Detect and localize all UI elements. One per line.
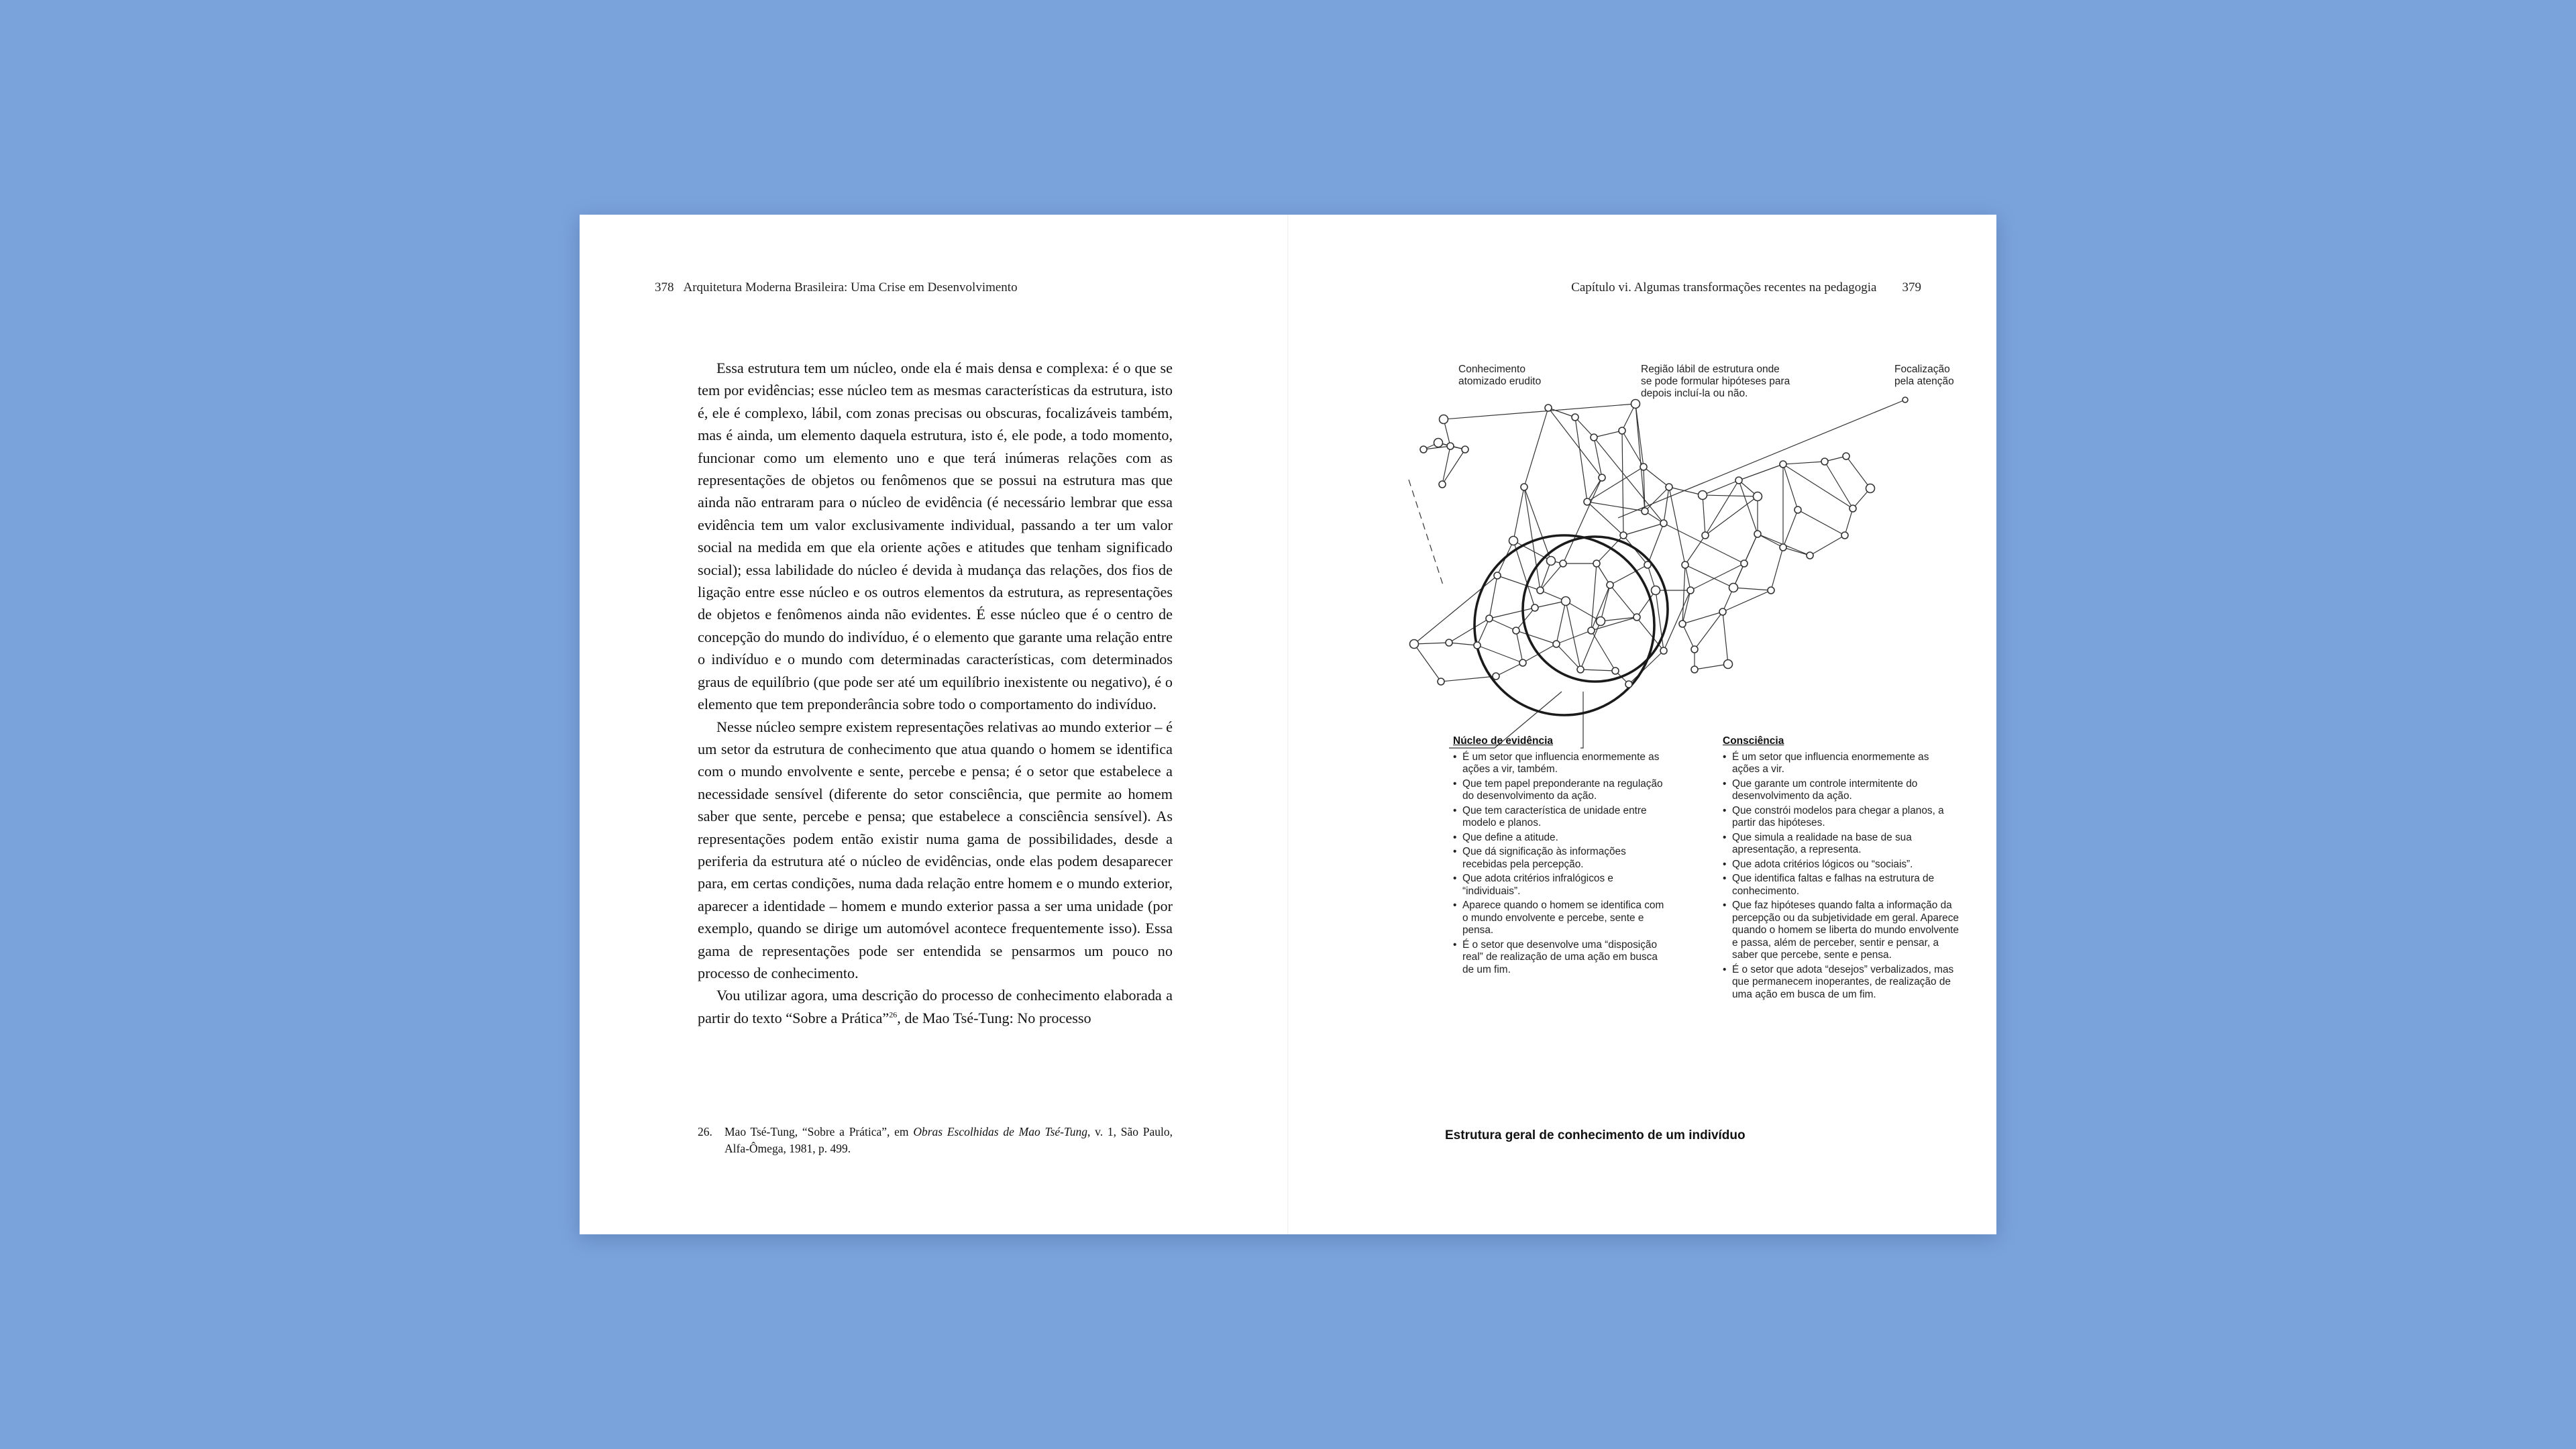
network-node [1438,678,1444,685]
nucleo-evidencia-list [1453,735,1666,978]
network-edge [1635,404,1645,511]
network-edge [1685,535,1705,565]
network-edge [1449,619,1489,643]
book-spread [580,215,1996,1234]
network-edge [1444,404,1635,419]
figure-caption: Estrutura geral de conhecimento de um indivíduo [1445,1128,1746,1142]
network-node [1593,560,1600,567]
network-node [1794,506,1801,513]
network-edge [1783,464,1853,508]
network-edge [1516,631,1523,663]
network-edge [1664,523,1744,564]
network-edge [1783,462,1825,464]
network-node [1513,627,1519,634]
right-page [1288,215,1996,1234]
paragraph-3 [698,984,1173,1029]
label-focalizacao: Focalização pela atenção [1894,364,1954,387]
network-node [1420,446,1427,453]
network-edge [1682,624,1695,649]
network-node [1642,508,1648,515]
network-edge [1771,547,1783,590]
network-node [1591,434,1597,441]
network-edge [1441,676,1496,682]
network-edge [1594,431,1622,437]
network-node [1572,414,1578,421]
network-edge [1723,590,1771,612]
nucleo-item: • Que define a atitude. [1453,832,1666,845]
nucleo-item: • Que dá significação às informações recebidas pela percepção. [1453,846,1666,871]
footnote-text [724,1124,1173,1157]
left-page-number: 378 [655,280,674,294]
network-node [1462,446,1468,453]
network-edge [1648,523,1664,565]
network-node [1849,505,1856,512]
network-node [1644,561,1651,568]
footnote-number: 26. [698,1125,712,1138]
network-edge [1623,523,1664,535]
network-edge [1846,456,1870,488]
network-node [1509,537,1518,545]
network-node [1780,461,1786,468]
network-node [1679,621,1686,627]
network-node [1532,604,1538,611]
network-node [1612,667,1619,674]
network-node [1439,481,1446,488]
network-edge [1587,478,1602,502]
network-edge [1783,464,1798,510]
network-node [1666,484,1672,490]
left-body-text [698,357,1173,1029]
network-node [1474,642,1481,649]
consciencia-item: • Que identifica faltas e falhas na estrutura de conhecimento. [1723,873,1959,898]
network-node [1719,608,1726,615]
network-node [1735,477,1742,484]
left-page [580,215,1288,1234]
consciencia-title: Consciência [1723,735,1784,747]
consciencia-item: • Que simula a realidade na base de sua apresentação, a representa. [1723,832,1959,857]
label-pointers [1409,480,1583,748]
network-node [1754,531,1761,537]
network-node [1687,587,1694,594]
paragraph-2: Nesse núcleo sempre existem representações relativas ao mundo exterior – é um setor da estrutura de conhecimento que atua quando o homem se identifica com o mundo envolvente e sente, percebe e pensa; é o setor que estabelece a necessidade sensível (diferente do setor consciência, que permite ao homem saber que sente, percebe e pensa; que estabelece a consciência sensível). As representações podem então existir numa gama de possibilidades, desde a periferia da estrutura até o núcleo de evidências, onde elas podem desaparecer para, em certas condições, numa dada relação entre homem e o mundo exterior, aparecer a identidade – homem e mundo exterior passa a ser uma unidade (por exemplo, quando se dirige um automóvel acontece frequentemente isso). Essa gama de representações pode ser entendida se pensarmos um pouco no processo de conhecimento. [698,718,1173,981]
nucleo-item: • Que tem característica de unidade entre modelo e planos. [1453,805,1666,830]
network-edge [1629,651,1664,684]
network-edge [1739,464,1783,480]
network-node [1682,561,1688,568]
network-node [1807,552,1813,559]
network-edge [1477,645,1523,663]
network-node [1440,415,1448,424]
network-node [1699,491,1707,500]
network-edge [1414,644,1441,682]
network-node [1519,659,1526,666]
nucleo-items [1453,751,1666,977]
right-running-title: Capítulo vi. Algumas transformações recentes na pedagogia [1571,280,1877,294]
network-edge [1513,487,1524,541]
network-edge [1580,669,1615,671]
network-node [1660,647,1667,654]
network-edge [1845,508,1853,535]
network-node [1691,646,1698,653]
network-edge [1489,619,1516,631]
network-edge [1414,643,1449,644]
network-edge [1733,588,1771,590]
network-node [1631,400,1640,409]
footnote-after: , v. 1, São Paulo, Alfa-Ômega, 1981, p. 499. [724,1125,1173,1155]
consciencia-item: • Que adota critérios lógicos ou “sociais”. [1723,859,1959,871]
network-node [1434,439,1443,447]
network-edge [1695,612,1723,649]
network-node [1521,484,1527,490]
paragraph-3-tail: , de Mao Tsé-Tung: No processo [897,1009,1091,1026]
network-node [1652,586,1660,595]
network-node [1619,427,1625,434]
network-edge [1489,576,1497,619]
network-edge [1744,534,1758,564]
dashed-pointer [1409,480,1444,587]
network-node [1537,587,1544,594]
network-edge [1591,631,1615,671]
network-node [1597,617,1605,626]
network-node [1640,464,1647,470]
network-edge [1783,547,1810,555]
network-edge [1524,487,1551,561]
network-node [1486,615,1493,622]
network-node [1493,673,1499,680]
consciencia-items [1723,751,1959,1002]
network-node [1843,453,1849,460]
nucleo-item: • Que adota critérios infralógicos e “individuais”. [1453,873,1666,898]
paragraph-1: Essa estrutura tem um núcleo, onde ela é mais densa e complexa: é o que se tem por evidências; esse núcleo tem as mesmas características da estrutura, isto é, ele é complexo, lábil, com zonas precisas ou obscuras, focalizáveis também, mas é ainda, um elemento daquela estrutura, isto é, ele pode, a todo momento, funcionar como um elemento uno e que terá inúmeras relações com as representações de objetos ou fenômenos que se possui na estrutura mas que ainda não entraram para o núcleo de evidência (é necessário lembrar que essa evidência tem um valor exclusivamente individual, passando a ter um valor social na medida em que ela oriente ações e atitudes que tenham significado social); essa labilidade do núcleo é devida à mudança das relações, dos fios de ligação entre esse núcleo e os outros elementos da estrutura, as representações de objetos e fenômenos ainda não evidentes. É esse núcleo que é o centro de concepção do mundo do indivíduo, é o elemento que garante uma relação entre o indivíduo e o mundo com determinadas características, com determinados graus de equilíbrio (que pode ser até um equilíbrio inexistente ou negativo), é o elemento que tem preponderância sobre todo o comportamento do indivíduo. [698,360,1173,713]
network-node [1410,640,1419,649]
network-edge [1685,565,1733,588]
network-edge [1556,601,1566,644]
network-node [1560,560,1566,567]
network-edge [1664,487,1669,523]
network-edge [1575,417,1587,502]
network-edge [1489,608,1535,619]
network-edge [1540,564,1563,590]
focalization-line [1618,400,1905,518]
network-edge [1669,487,1685,565]
network-node [1607,582,1613,588]
network-node [1660,520,1667,527]
nucleo-item: • Que tem papel preponderante na regulação do desenvolvimento da ação. [1453,778,1666,803]
nucleo-item: • É o setor que desenvolve uma “disposição real” de realização de uma ação em busca de um fim. [1453,939,1666,977]
footnote [698,1124,1173,1157]
network-edge [1563,478,1602,564]
network-edge [1685,565,1690,590]
network-node [1547,557,1556,566]
footnote-title: Obras Escolhidas de Mao Tsé-Tung [913,1125,1088,1138]
network-edge [1645,487,1669,511]
network-edge [1497,576,1540,590]
network-edge [1594,437,1602,478]
right-page-number: 379 [1902,280,1921,294]
nucleo-item: • Aparece quando o homem se identifica com o mundo envolvente e percebe, sente e pensa. [1453,900,1666,937]
left-running-head [655,280,1018,295]
network-node [1584,498,1591,505]
network-edge [1810,535,1845,555]
network-node [1780,544,1786,551]
network-node [1577,666,1584,673]
network-node [1768,587,1774,594]
consciencia-list [1723,735,1959,1003]
network-edge [1783,510,1798,547]
network-node [1633,614,1640,621]
network-edge [1669,487,1703,495]
consciencia-item: • Que constrói modelos para chegar a planos, a partir das hipóteses. [1723,805,1959,830]
network-edge [1516,631,1556,644]
network-node [1741,560,1748,567]
network-edge [1705,480,1739,535]
network-edge [1703,480,1739,495]
network-edge [1825,462,1853,508]
focalization-node [1902,397,1908,402]
network-edge [1622,431,1623,535]
network-node [1691,666,1698,673]
consciencia-circle [1523,537,1668,682]
label-regiao-labil: Região lábil de estrutura onde se pode formular hipóteses para depois incluí-la ou não. [1641,364,1790,399]
paragraph-3-text: Vou utilizar agora, uma descrição do processo de conhecimento elaborada a partir do texto “Sobre a Prática” [698,987,1173,1026]
network-edge [1705,496,1758,535]
network-edge [1449,643,1477,645]
footnote-before: Mao Tsé-Tung, “Sobre a Prática”, em [724,1125,914,1138]
network-edge [1523,644,1556,663]
network-edge [1723,612,1728,664]
network-edge [1601,585,1610,621]
consciencia-item: • É um setor que influencia enormemente as ações a vir. [1723,751,1959,776]
network-node [1620,532,1627,539]
consciencia-item: • Que faz hipóteses quando falta a informação da percepção ou da subjetividade em geral. Aparece quando o homem se liberta do mundo envolvente e passa, além de perceber, sentir e pensar, a saber que percebe, sente e pensa. [1723,900,1959,962]
network-edge [1524,408,1548,487]
network-edge [1798,510,1845,535]
network-node [1866,484,1875,493]
network-edge [1758,534,1783,547]
network-node [1494,572,1501,579]
network-node [1447,443,1454,449]
footnote-ref[interactable]: 26 [889,1010,898,1020]
network-node [1446,639,1452,646]
label-conhecimento-atomizado: Conhecimento atomizado erudito [1458,364,1542,387]
network-node [1754,492,1762,501]
consciencia-item: • Que garante um controle intermitente do desenvolvimento da ação. [1723,778,1959,803]
network-node [1702,532,1709,539]
network-node [1588,627,1595,634]
network-node [1729,584,1738,592]
nucleo-evidencia-title: Núcleo de evidência [1453,735,1554,747]
network-edge [1644,467,1669,487]
network-edge [1566,601,1601,621]
network-edge [1695,664,1728,669]
nucleo-item: • É um setor que influencia enormemente as ações a vir, também. [1453,751,1666,776]
network-node [1724,660,1733,669]
network-edge [1496,663,1523,676]
network-edge [1682,612,1723,624]
network-node [1545,405,1552,411]
network-node [1841,532,1848,539]
consciencia-item: • É o setor que adota “desejos” verbalizados, mas que permanecem inoperantes, de realização de uma ação em busca de um fim. [1723,964,1959,1002]
network-node [1821,458,1828,465]
network-edge [1556,644,1580,669]
left-running-title: Arquitetura Moderna Brasileira: Uma Crise em Desenvolvimento [683,280,1018,294]
network-edge [1703,495,1705,535]
network-node [1625,681,1632,688]
network-node [1599,474,1605,481]
network-node [1562,597,1570,606]
network-node [1553,641,1560,647]
network-edge [1587,467,1644,502]
